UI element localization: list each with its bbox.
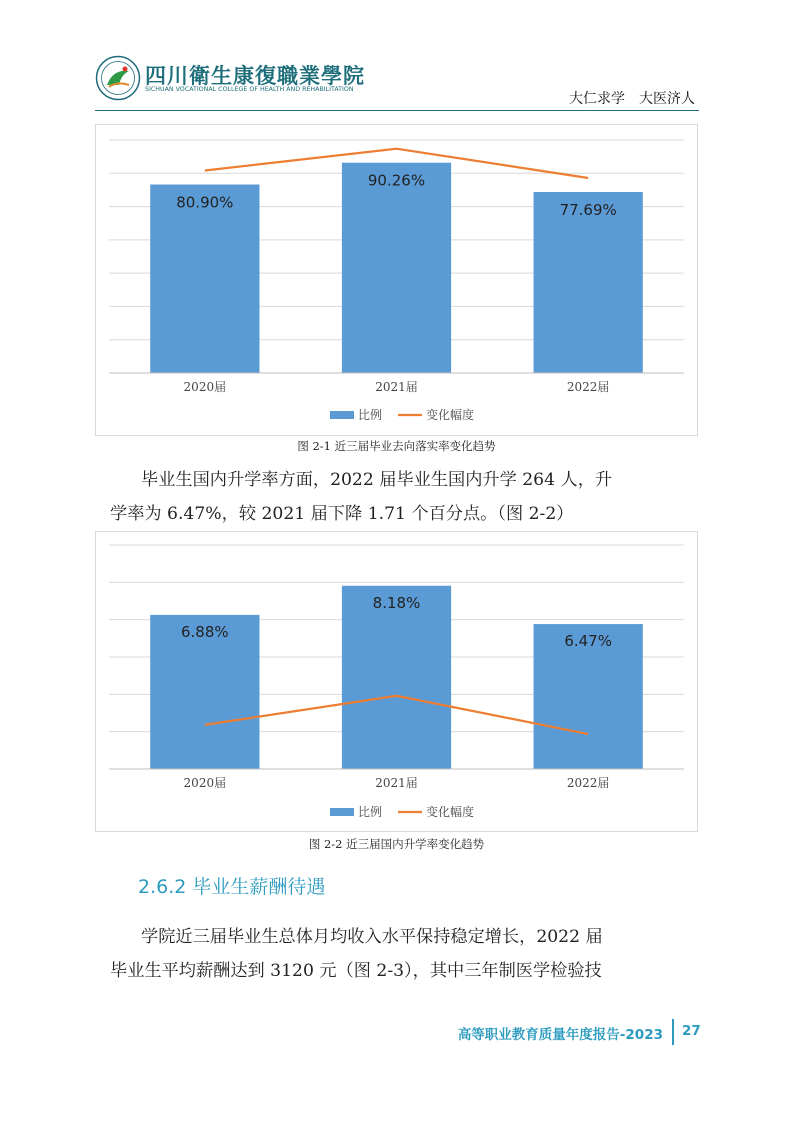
data-label: 77.69%: [559, 200, 617, 219]
bar: [342, 586, 451, 769]
x-tick-label: 2022届: [566, 380, 610, 394]
page-header: [0, 0, 793, 110]
legend-swatch-bar: [330, 411, 354, 419]
x-tick-label: 2020届: [183, 380, 227, 394]
legend-label: 比例: [358, 408, 383, 422]
chart-further-study-rate-svg: [96, 532, 697, 831]
bar: [150, 185, 259, 373]
section-heading: 2.6.2 毕业生薪酬待遇: [138, 876, 326, 898]
footer-report-title: 高等职业教育质量年度报告-2023: [457, 1027, 663, 1043]
data-label: 90.26%: [367, 171, 426, 190]
legend-label: 变化幅度: [426, 805, 475, 819]
school-name-en: SICHUAN VOCATIONAL COLLEGE OF HEALTH AND REHABILITATION: [145, 86, 354, 93]
legend-label: 比例: [358, 805, 383, 819]
x-tick-label: 2021届: [375, 380, 418, 394]
bar: [342, 163, 451, 373]
header-divider: [95, 110, 699, 111]
data-label: 6.47%: [564, 632, 612, 651]
chart-employment-rate: [95, 124, 698, 436]
legend-swatch-bar: [330, 808, 354, 816]
data-label: 6.88%: [181, 622, 229, 641]
chart-employment-rate-svg: [96, 125, 697, 435]
x-tick-label: 2022届: [566, 776, 610, 790]
figure-caption-2: 图 2-2 近三届国内升学率变化趋势: [308, 837, 485, 851]
page-number: 27: [682, 1023, 701, 1039]
paragraph-line: 学率为 6.47%，较 2021 届下降 1.71 个百分点。（图 2-2）: [110, 504, 574, 524]
footer-divider: [672, 1019, 674, 1045]
school-name-cn: 四川衛生康復職業學院: [145, 64, 365, 88]
school-motto: 大仁求学 大医济人: [569, 91, 695, 107]
chart-further-study-rate: [95, 531, 698, 832]
data-label: 80.90%: [176, 193, 234, 212]
bar: [534, 192, 643, 373]
figure-caption-1: 图 2-1 近三届毕业去向落实率变化趋势: [297, 439, 496, 453]
paragraph-line: 毕业生平均薪酬达到 3120 元（图 2-3），其中三年制医学检验技: [110, 961, 602, 981]
x-tick-label: 2020届: [183, 776, 227, 790]
legend-label: 变化幅度: [426, 408, 475, 422]
paragraph-line: 毕业生国内升学率方面，2022 届毕业生国内升学 264 人，升: [141, 470, 613, 490]
college-logo: [95, 55, 141, 101]
data-label: 8.18%: [372, 593, 421, 612]
x-tick-label: 2021届: [375, 776, 418, 790]
paragraph-line: 学院近三届毕业生总体月均收入水平保持稳定增长，2022 届: [141, 927, 603, 947]
